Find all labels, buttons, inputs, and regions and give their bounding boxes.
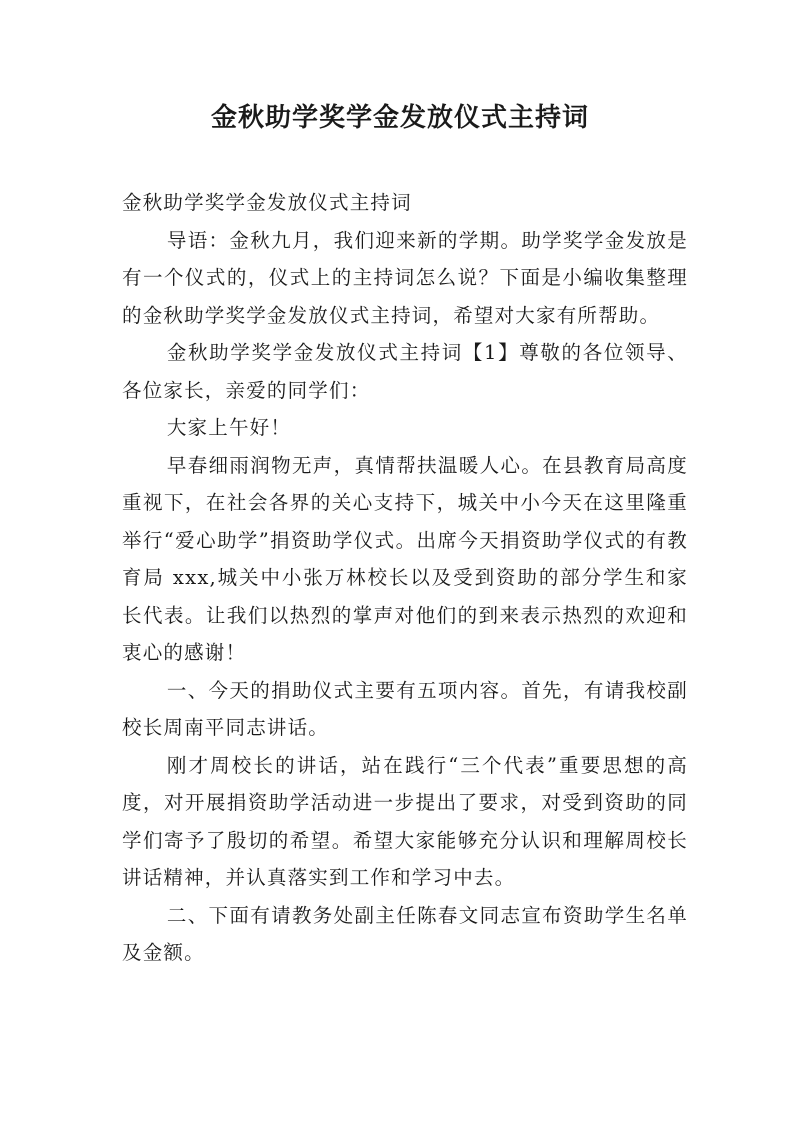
paragraph-intro: 导语：金秋九月，我们迎来新的学期。助学奖学金发放是有一个仪式的，仪式上的主持词怎么说？下面是小编收集整理的金秋助学奖学金发放仪式主持词，希望对大家有所帮助。: [122, 228, 688, 327]
paragraph-greeting: 金秋助学奖学金发放仪式主持词【1】尊敬的各位领导、各位家长，亲爱的同学们：: [122, 341, 688, 402]
paragraph-subtitle: 金秋助学奖学金发放仪式主持词: [122, 191, 412, 214]
paragraph-item-two: 二、下面有请教务处副主任陈春文同志宣布资助学生名单及金额。: [122, 903, 688, 964]
document-body: [122, 184, 688, 972]
paragraph-opening: 早春细雨润物无声，真情帮扶温暖人心。在县教育局高度重视下，在社会各界的关心支持下，城关中小今天在这里隆重举行“爱心助学”捐资助学仪式。出席今天捐资助学仪式的有教育局 xxx,城关中小张万林校长以及受到资助的部分学生和家长代表。让我们以热烈的掌声对他们的到来表示热烈的欢迎和衷心的感谢！: [122, 453, 688, 664]
paragraph-item-one: 一、今天的捐助仪式主要有五项内容。首先，有请我校副校长周南平同志讲话。: [122, 678, 688, 739]
paragraph-morning: 大家上午好！: [166, 416, 292, 439]
document-title: 金秋助学奖学金发放仪式主持词: [210, 103, 589, 133]
paragraph-speech-summary: 刚才周校长的讲话，站在践行“三个代表”重要思想的高度，对开展捐资助学活动进一步提出了要求，对受到资助的同学们寄予了殷切的希望。希望大家能够充分认识和理解周校长讲话精神，并认真落实到工作和学习中去。: [122, 753, 688, 889]
